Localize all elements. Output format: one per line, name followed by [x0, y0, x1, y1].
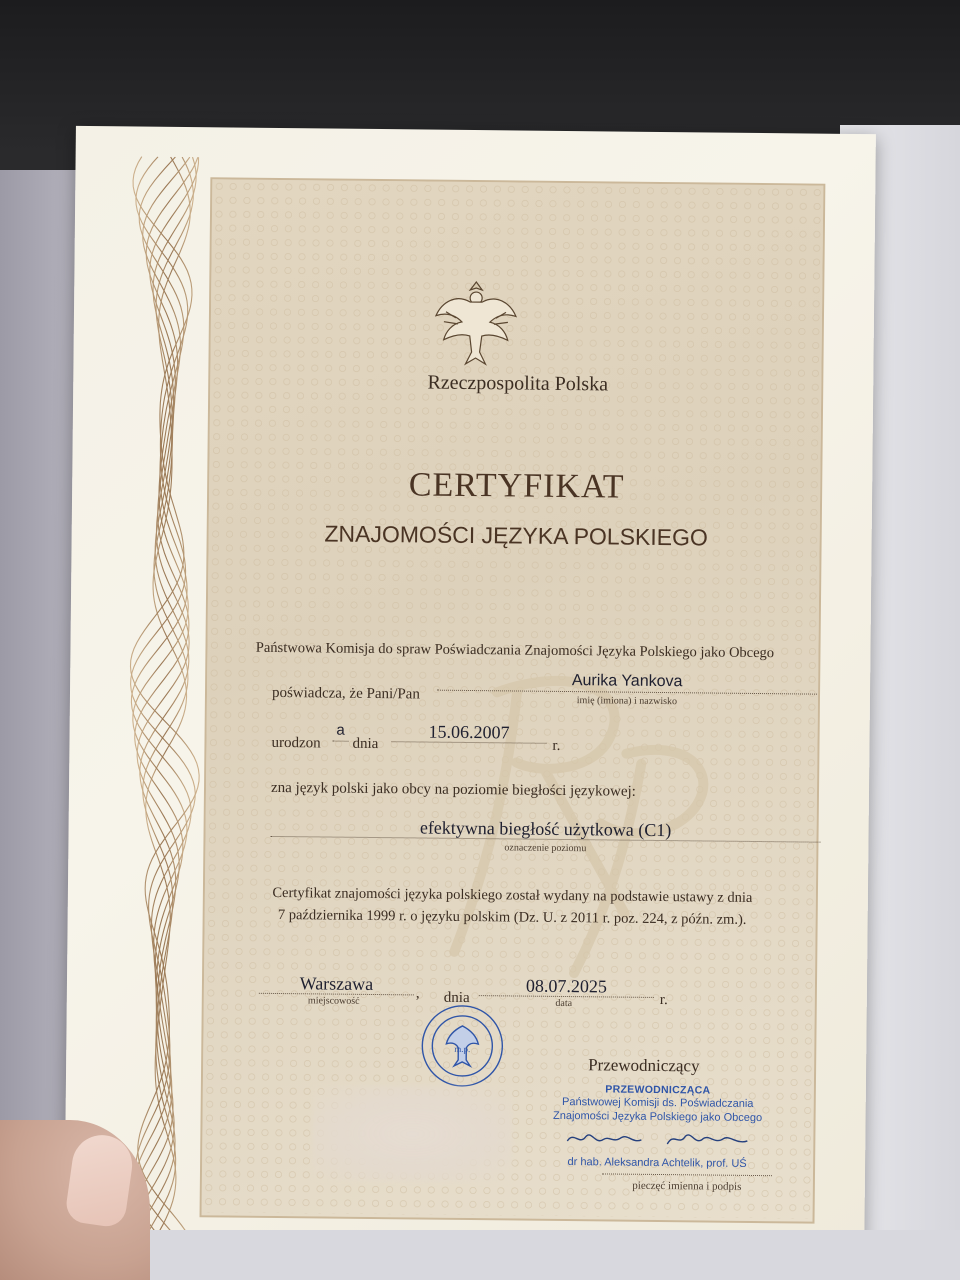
day-label-birth: dnia: [352, 735, 379, 753]
stamp-line-2: Znajomości Języka Polskiego jako Obcego: [552, 1109, 763, 1125]
year-abbrev-birth: r.: [552, 737, 561, 754]
language-level-text: zna język polski jako obcy na poziomie biegłości językowej:: [270, 779, 636, 800]
seal-center-text: m.p.: [454, 1043, 471, 1055]
redacted-area: [312, 1085, 513, 1182]
signature-caption: pieczęć imienna i podpis: [632, 1179, 742, 1193]
holder-name-caption: imię (imiona) i nazwisko: [576, 695, 678, 708]
guilloche-wave: [132, 157, 198, 1244]
birth-date: 15.06.2007: [392, 721, 547, 744]
legal-basis-line-1: Certyfikat znajomości języka polskiego został wydany na podstawie ustawy z dnia: [272, 884, 753, 906]
year-abbrev-issue: r.: [659, 992, 668, 1009]
certificate-subtitle: ZNAJOMOŚCI JĘZYKA POLSKIEGO: [324, 520, 709, 551]
certificate-panel: [200, 177, 826, 1223]
certificate-title: CERTYFIKAT: [408, 466, 625, 506]
republic-name: Rzeczpospolita Polska: [427, 371, 609, 396]
issue-date-caption: data: [555, 997, 573, 1010]
chair-title: Przewodniczący: [588, 1055, 700, 1076]
stamp-role: PRZEWODNICZĄCA: [605, 1083, 711, 1097]
language-level: efektywna biegłość użytkowa (C1): [271, 816, 821, 843]
stamp-name: dr hab. Aleksandra Achtelik, prof. UŚ: [567, 1156, 747, 1170]
certificate-paper: [64, 126, 876, 1264]
name-stamp: [532, 1083, 783, 1171]
issue-place: Warszawa: [259, 973, 414, 996]
born-label: urodzon: [271, 734, 321, 752]
handwritten-signature: [547, 1125, 767, 1151]
legal-basis-line-2: 7 października 1999 r. o języku polskim (Dz. U. z 2011 r. poz. 224, z późn. zm.).: [277, 907, 747, 928]
holder-name: Aurika Yankova: [437, 670, 817, 695]
born-suffix: a: [333, 721, 349, 742]
official-seal: [418, 1001, 507, 1090]
stamp-line-1: Państwowej Komisji ds. Poświadczania: [561, 1095, 754, 1110]
signature-line: [602, 1173, 772, 1176]
commission-name: Państwowa Komisja do spraw Poświadczania Znajomości Języka Polskiego jako Obcego: [255, 639, 775, 662]
place-comma: ,: [415, 985, 420, 1002]
level-caption: oznaczenie poziomu: [504, 842, 587, 855]
day-label-issue: dnia: [443, 989, 470, 1007]
folder-cover-bottom: [130, 1230, 960, 1280]
issue-date: 08.07.2025: [479, 975, 654, 998]
polish-eagle-emblem: [425, 272, 526, 373]
place-caption: miejscowość: [307, 995, 360, 1007]
certifies-label: poświadcza, że Pani/Pan: [271, 684, 420, 703]
